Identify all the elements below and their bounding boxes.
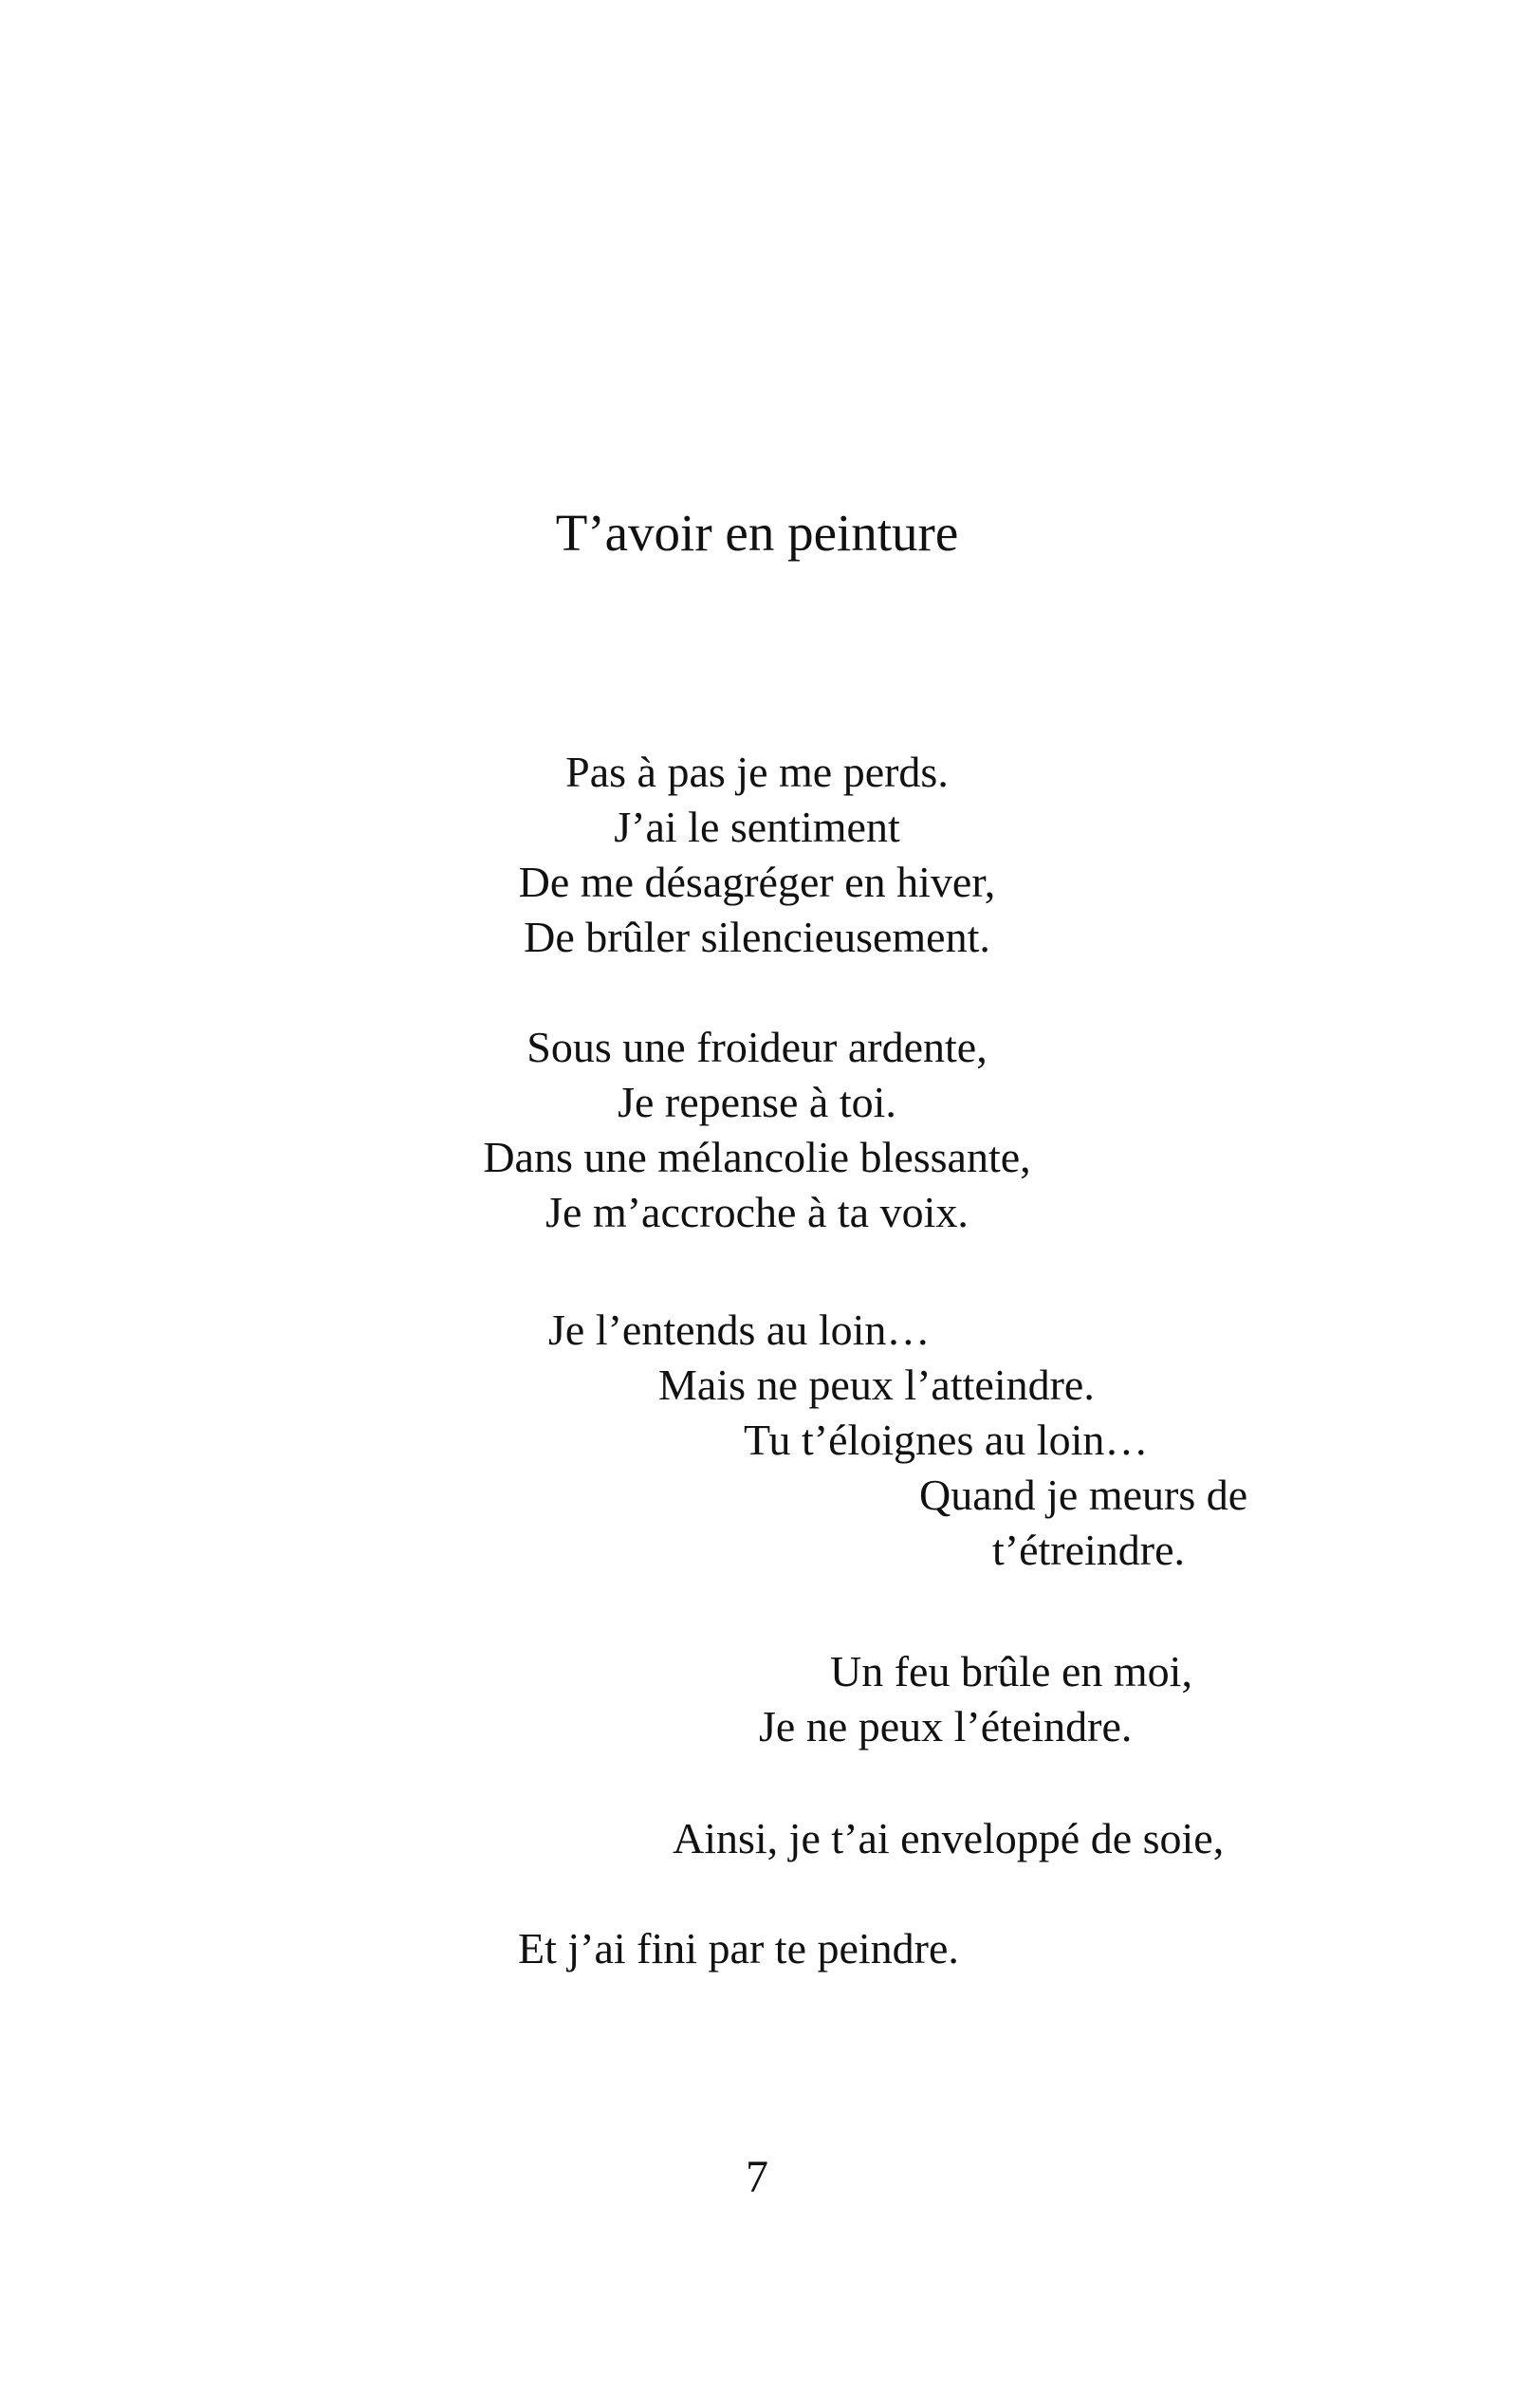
poem-line: Pas à pas je me perds.	[565, 748, 949, 796]
poem-line: Un feu brûle en moi,	[830, 1647, 1192, 1695]
poem-line: De brûler silencieusement.	[524, 913, 990, 961]
poem-line: Et j’ai fini par te peindre.	[518, 1924, 959, 1973]
poem-line: Quand je meurs de	[919, 1471, 1248, 1519]
poem-line: Sous une froideur ardente,	[526, 1023, 988, 1071]
poem-line: Mais ne peux l’atteindre.	[658, 1361, 1095, 1409]
poem-line: Je ne peux l’éteindre.	[759, 1702, 1133, 1750]
poem-line: Je l’entends au loin…	[548, 1306, 931, 1354]
poem-line: Dans une mélancolie blessante,	[483, 1133, 1031, 1181]
poem-line: J’ai le sentiment	[614, 803, 900, 851]
page-number: 7	[746, 2152, 768, 2202]
poem-line: Je repense à toi.	[618, 1078, 896, 1126]
poem-line: Je m’accroche à ta voix.	[545, 1188, 969, 1236]
poem-line: De me désagréger en hiver,	[518, 858, 996, 906]
poem-line: Ainsi, je t’ai enveloppé de soie,	[673, 1814, 1225, 1862]
poem-line: Tu t’éloignes au loin…	[744, 1416, 1149, 1464]
poem-line: t’étreindre.	[992, 1526, 1186, 1574]
poem-title: T’avoir en peinture	[555, 504, 959, 562]
